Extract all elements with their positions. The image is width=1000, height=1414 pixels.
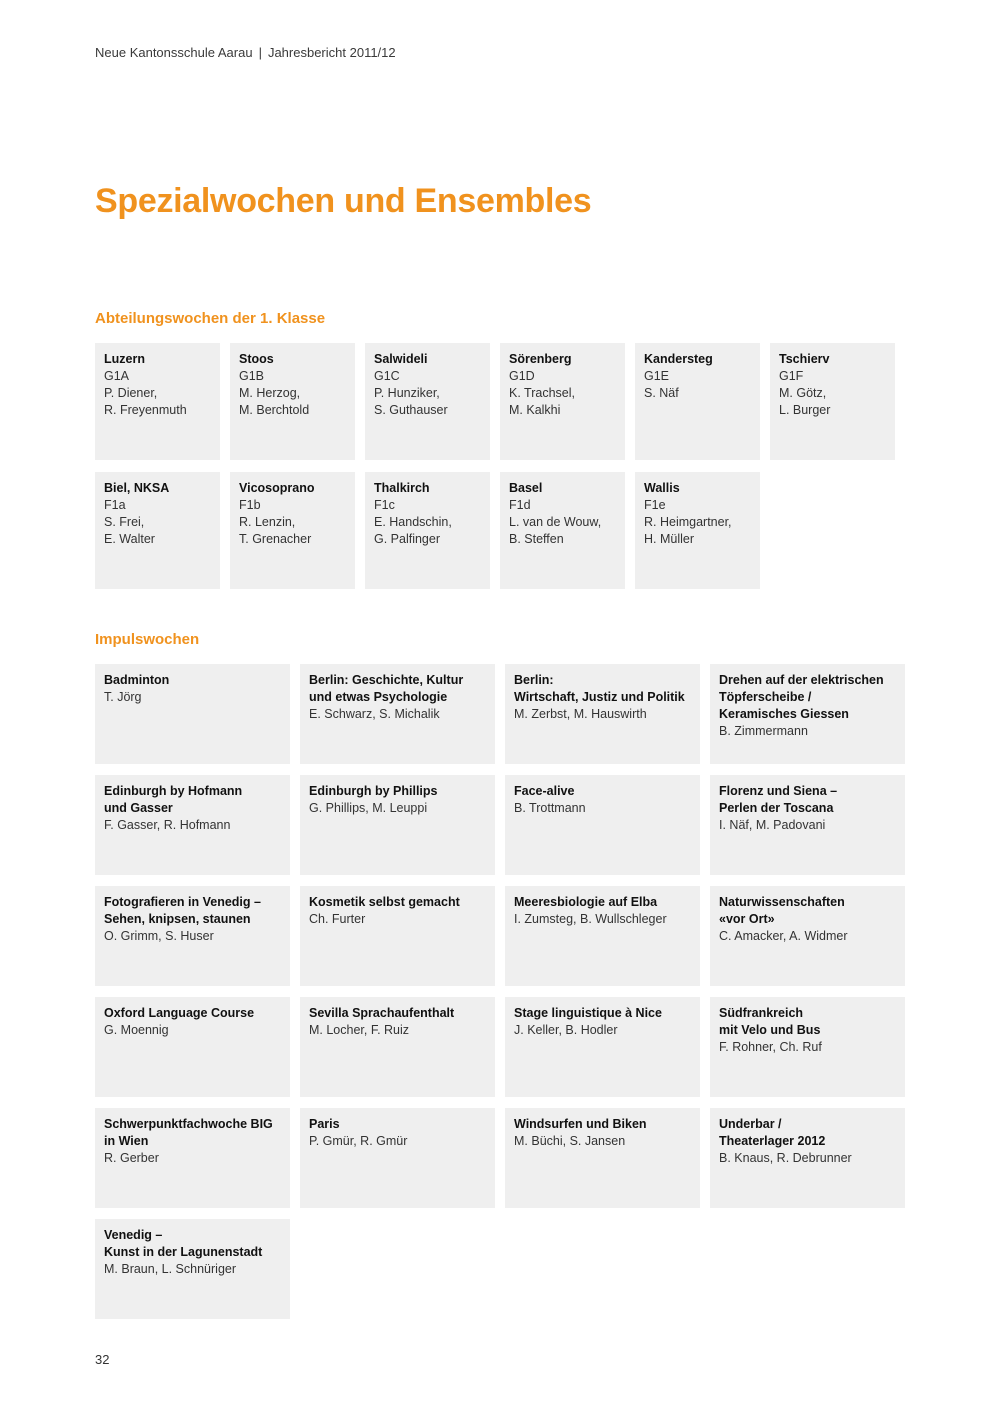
card-detail-line: M. Kalkhi	[509, 403, 561, 417]
impulswoche-card	[710, 997, 905, 1097]
card-detail-line: B. Steffen	[509, 532, 564, 546]
abteilungswoche-card	[230, 343, 355, 460]
abteilungswochen-grid	[95, 343, 895, 589]
card-title: Face-alive	[514, 784, 575, 798]
card-detail-line: E. Walter	[104, 532, 155, 546]
card-detail-line: E. Handschin,	[374, 515, 452, 529]
card-detail-line: M. Zerbst, M. Hauswirth	[514, 707, 647, 721]
page-number: 32	[95, 1352, 110, 1367]
card-title: Fotografieren in Venedig – Sehen, knipsen, staunen	[104, 895, 261, 926]
card-detail-line: G1F	[779, 369, 804, 383]
impulswoche-card	[505, 1108, 700, 1208]
card-detail-line: F. Rohner, Ch. Ruf	[719, 1040, 822, 1054]
card-detail-line: T. Grenacher	[239, 532, 312, 546]
card-detail-line: S. Näf	[644, 386, 679, 400]
impulswoche-card	[95, 1219, 290, 1319]
card-detail-line: F1a	[104, 498, 126, 512]
card-detail-line: K. Trachsel,	[509, 386, 575, 400]
card-detail-line: M. Herzog,	[239, 386, 301, 400]
card-detail-line: O. Grimm, S. Huser	[104, 929, 214, 943]
card-detail-line: L. van de Wouw,	[509, 515, 602, 529]
card-detail-line: G1E	[644, 369, 670, 383]
card-detail-line: E. Schwarz, S. Michalik	[309, 707, 440, 721]
card-detail-line: I. Zumsteg, B. Wullschleger	[514, 912, 667, 926]
impulswoche-card	[95, 886, 290, 986]
card-title: Südfrankreich mit Velo und Bus	[719, 1006, 821, 1037]
section-heading-abteilungswochen: Abteilungswochen der 1. Klasse	[95, 310, 326, 327]
card-detail-line: F1d	[509, 498, 531, 512]
impulswoche-card	[505, 997, 700, 1097]
page-title: Spezialwochen und Ensembles	[95, 182, 592, 220]
card-detail-line: M. Büchi, S. Jansen	[514, 1134, 626, 1148]
card-title: Wallis	[644, 481, 680, 495]
card-title: Schwerpunktfachwoche BIG in Wien	[104, 1117, 273, 1148]
card-detail-line: G. Phillips, M. Leuppi	[309, 801, 428, 815]
abteilungswoche-card	[95, 343, 220, 460]
card-title: Venedig – Kunst in der Lagunenstadt	[104, 1228, 263, 1259]
card-detail-line: G1D	[509, 369, 535, 383]
report-name: Jahresbericht 2011/12	[267, 45, 396, 60]
card-title: Berlin: Geschichte, Kultur und etwas Psychologie	[309, 673, 464, 704]
card-detail-line: B. Zimmermann	[719, 724, 808, 738]
card-detail-line: B. Knaus, R. Debrunner	[719, 1151, 852, 1165]
card-detail-line: S. Guthauser	[374, 403, 448, 417]
card-title: Vicosoprano	[239, 481, 315, 495]
card-detail-line: M. Berchtold	[239, 403, 310, 417]
running-header	[95, 45, 396, 60]
impulswoche-card	[95, 997, 290, 1097]
header-separator: |	[258, 45, 262, 60]
impulswoche-card	[300, 1108, 495, 1208]
card-detail-line: C. Amacker, A. Widmer	[719, 929, 848, 943]
card-detail-line: F1c	[374, 498, 395, 512]
abteilungswoche-card	[500, 472, 625, 589]
abteilungswoche-card	[95, 472, 220, 589]
section-heading-impulswochen: Impulswochen	[95, 631, 200, 648]
card-detail-line: R. Heimgartner,	[644, 515, 732, 529]
card-detail-line: R. Freyenmuth	[104, 403, 187, 417]
card-title: Drehen auf der elektrischen Töpferscheibe / Keramisches Giessen	[719, 673, 884, 721]
card-title: Kandersteg	[644, 352, 713, 366]
card-title: Stage linguistique à Nice	[514, 1006, 662, 1020]
impulswoche-card	[95, 664, 290, 764]
card-detail-line: G. Palfinger	[374, 532, 441, 546]
impulswoche-card	[505, 886, 700, 986]
card-detail-line: F1b	[239, 498, 261, 512]
card-title: Underbar / Theaterlager 2012	[719, 1117, 826, 1148]
abteilungswoche-card	[635, 472, 760, 589]
card-detail-line: P. Diener,	[104, 386, 158, 400]
card-title: Edinburgh by Phillips	[309, 784, 438, 798]
card-detail-line: Ch. Furter	[309, 912, 366, 926]
abteilungswoche-card	[365, 472, 490, 589]
impulswoche-card	[300, 886, 495, 986]
card-title: Meeresbiologie auf Elba	[514, 895, 658, 909]
impulswoche-card	[95, 1108, 290, 1208]
abteilungswoche-card	[230, 472, 355, 589]
impulswoche-card	[300, 664, 495, 764]
card-detail-line: L. Burger	[779, 403, 831, 417]
card-detail-line: P. Hunziker,	[374, 386, 440, 400]
card-detail-line: B. Trottmann	[514, 801, 586, 815]
card-detail-line: R. Gerber	[104, 1151, 159, 1165]
impulswoche-card	[300, 997, 495, 1097]
card-title: Basel	[509, 481, 543, 495]
impulswoche-card	[710, 1108, 905, 1208]
card-detail-line: T. Jörg	[104, 690, 142, 704]
card-title: Biel, NKSA	[104, 481, 170, 495]
impulswoche-card	[710, 664, 905, 764]
card-detail-line: J. Keller, B. Hodler	[514, 1023, 618, 1037]
card-detail-line: G1A	[104, 369, 130, 383]
card-detail-line: P. Gmür, R. Gmür	[309, 1134, 408, 1148]
card-detail-line: M. Locher, F. Ruiz	[309, 1023, 410, 1037]
card-title: Oxford Language Course	[104, 1006, 255, 1020]
impulswoche-card	[710, 775, 905, 875]
impulswoche-card	[300, 775, 495, 875]
card-title: Tschierv	[779, 352, 830, 366]
card-detail-line: F. Gasser, R. Hofmann	[104, 818, 231, 832]
abteilungswoche-card	[635, 343, 760, 460]
impulswochen-grid	[95, 664, 905, 1319]
card-title: Salwideli	[374, 352, 428, 366]
card-detail-line: G1B	[239, 369, 265, 383]
card-title: Paris	[309, 1117, 340, 1131]
card-title: Florenz und Siena – Perlen der Toscana	[719, 784, 838, 815]
impulswoche-card	[505, 664, 700, 764]
card-detail-line: H. Müller	[644, 532, 695, 546]
card-title: Kosmetik selbst gemacht	[309, 895, 460, 909]
card-title: Sevilla Sprachaufenthalt	[309, 1006, 455, 1020]
card-title: Stoos	[239, 352, 274, 366]
card-title: Windsurfen und Biken	[514, 1117, 647, 1131]
impulswoche-card	[505, 775, 700, 875]
abteilungswoche-card	[500, 343, 625, 460]
card-title: Badminton	[104, 673, 170, 687]
card-detail-line: R. Lenzin,	[239, 515, 296, 529]
card-detail-line: M. Braun, L. Schnüriger	[104, 1262, 237, 1276]
card-title: Edinburgh by Hofmann und Gasser	[104, 784, 243, 815]
card-title: Naturwissenschaften «vor Ort»	[719, 895, 845, 926]
impulswoche-card	[95, 775, 290, 875]
card-detail-line: S. Frei,	[104, 515, 145, 529]
abteilungswoche-card	[365, 343, 490, 460]
card-detail-line: I. Näf, M. Padovani	[719, 818, 826, 832]
card-title: Thalkirch	[374, 481, 430, 495]
school-name: Neue Kantonsschule Aarau	[95, 45, 253, 60]
abteilungswoche-card	[770, 343, 895, 460]
impulswoche-card	[710, 886, 905, 986]
card-title: Luzern	[104, 352, 145, 366]
card-detail-line: G1C	[374, 369, 400, 383]
card-detail-line: F1e	[644, 498, 666, 512]
card-title: Sörenberg	[509, 352, 572, 366]
card-detail-line: M. Götz,	[779, 386, 827, 400]
card-detail-line: G. Moennig	[104, 1023, 169, 1037]
card-title: Berlin: Wirtschaft, Justiz und Politik	[514, 673, 685, 704]
